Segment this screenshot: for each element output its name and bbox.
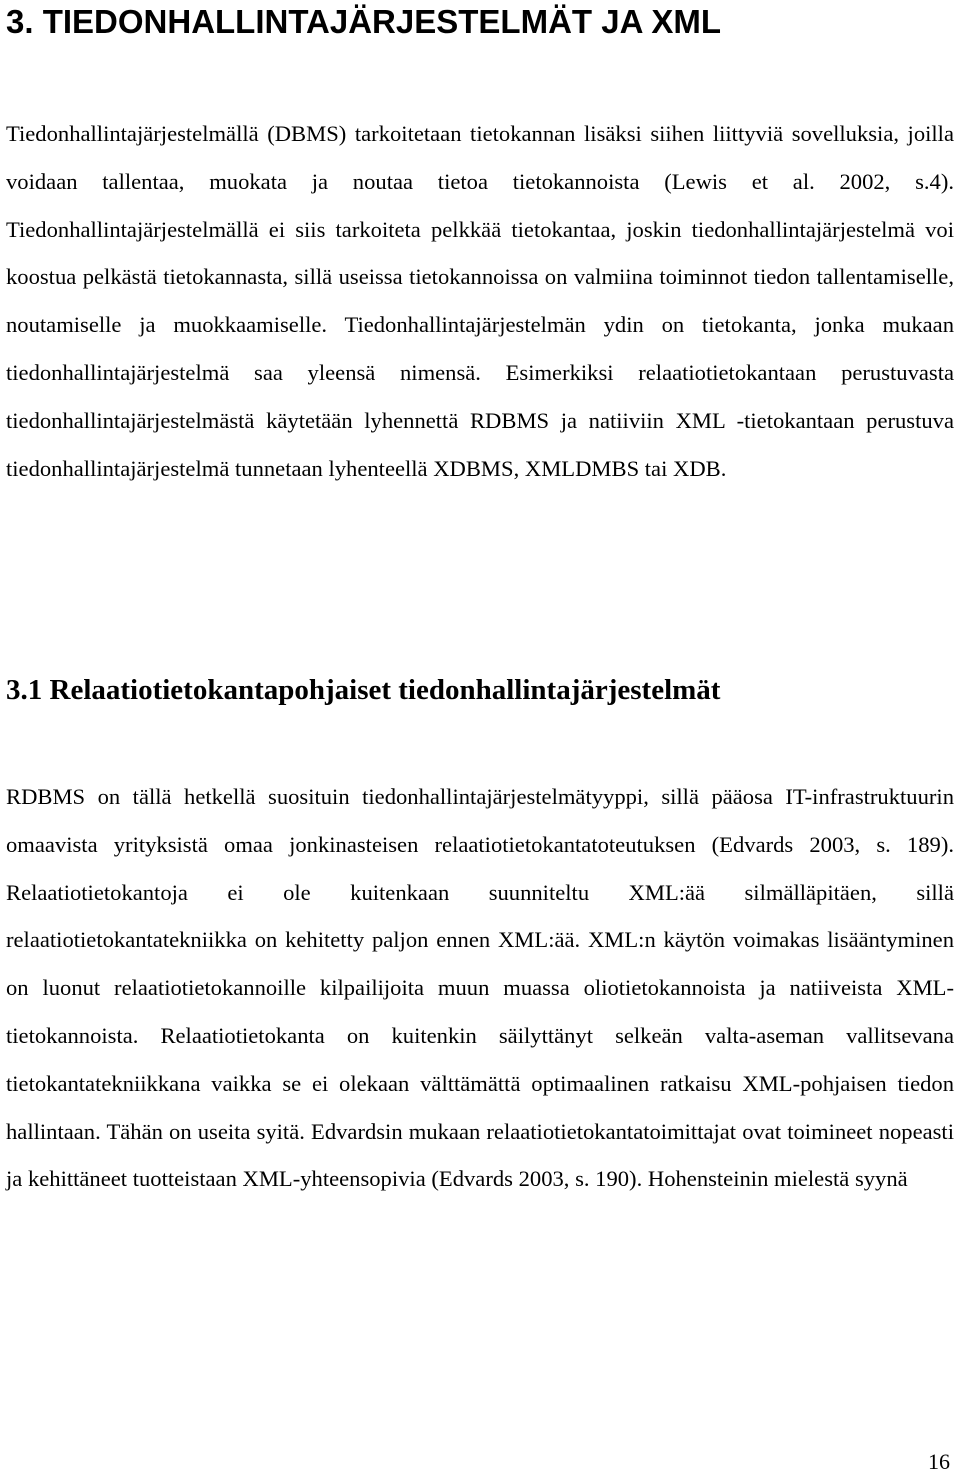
chapter-heading: 3. TIEDONHALLINTAJÄRJESTELMÄT JA XML [6, 3, 722, 40]
body-paragraph: Tiedonhallintajärjestelmällä (DBMS) tarkoitetaan tietokannan lisäksi siihen liittyviä sovelluksia, joilla voidaan tallentaa, muokata ja noutaa tietoa tietokannoista (Lewis et al. 2002, s.4). Tiedonhallintajärjestelmällä ei siis tarkoiteta pelkkää tietokantaa, joskin tiedonhallintajärjestelmä voi koostua pelkästä tietokannasta, sillä useissa tietokannoissa on valmiina toiminnot tiedon tallentamiselle, noutamiselle ja muokkaamiselle. Tiedonhallintajärjestelmän ydin on tietokanta, jonka mukaan tiedonhallintajärjestelmä saa yleensä nimensä. Esimerkiksi relaatiotietokantaan perustuvasta tiedonhallintajärjestelmästä käytetään lyhennettä RDBMS ja natiiviin XML -tietokantaan perustuva tiedonhallintajärjestelmä tunnetaan lyhenteellä XDBMS, XMLDMBS tai XDB. [6, 121, 954, 481]
section-paragraph: RDBMS on tällä hetkellä suosituin tiedonhallintajärjestelmätyyppi, sillä pääosa IT-infrastruktuurin omaavista yrityksistä omaa jonkinasteisen relaatiotietokantatoteutuksen (Edvards 2003, s. 189). Relaatiotietokantoja ei ole kuitenkaan suunniteltu XML:ää silmälläpitäen, sillä relaatiotietokantatekniikka on kehitetty paljon ennen XML:ää. XML:n käytön voimakas lisääntyminen on luonut relaatiotietokannoille kilpailijoita muun muassa oliotietokannoista ja natiiveista XML-tietokannoista. Relaatiotietokanta on kuitenkin säilyttänyt selkeän valta-aseman vallitsevana tietokantatekniikkana vaikka se ei olekaan välttämättä optimaalinen ratkaisu XML-pohjaisen tiedon hallintaan. Tähän on useita syitä. Edvardsin mukaan relaatiotietokantatoimittajat ovat toimineet nopeasti ja kehittäneet tuotteistaan XML-yhteensopivia (Edvards 2003, s. 190). Hohensteinin mielestä syynä [6, 784, 954, 1192]
page-number: 16 [928, 1449, 950, 1474]
section-heading: 3.1 Relaatiotietokantapohjaiset tiedonhallintajärjestelmät [6, 674, 721, 706]
